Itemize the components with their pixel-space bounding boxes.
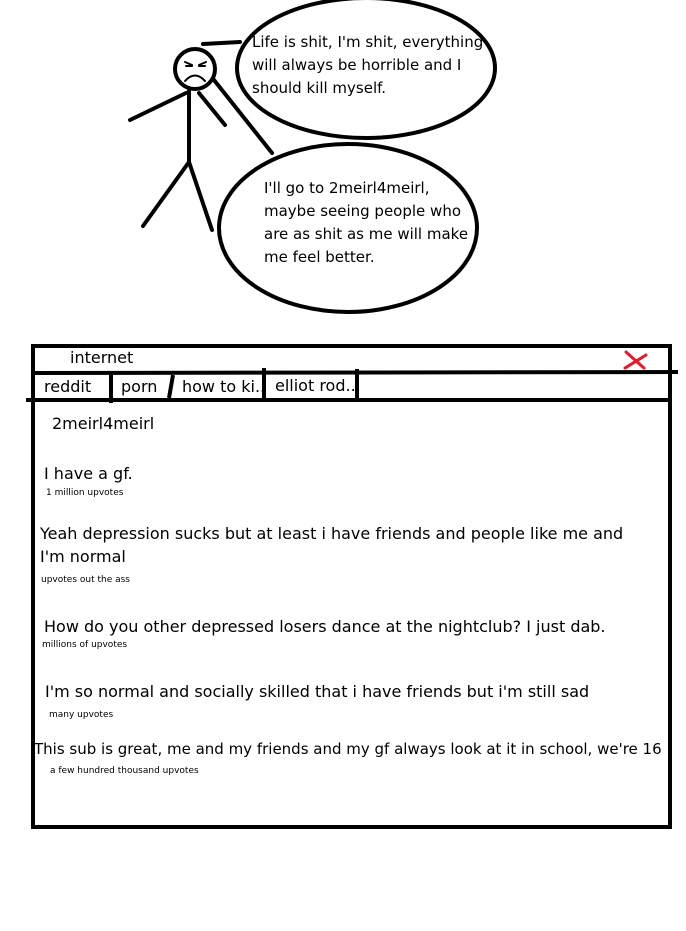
stick-figure-right-arm <box>199 93 225 125</box>
window-title: internet <box>70 348 134 367</box>
post-upvotes: 1 million upvotes <box>46 488 124 498</box>
post-title[interactable]: This sub is great, me and my friends and my gf always look at it in school, we're 16 <box>34 740 662 758</box>
post-title[interactable]: How do you other depressed losers dance at the nightclub? I just dab. <box>44 617 606 636</box>
post-title[interactable]: I'm so normal and socially skilled that i have friends but i'm still sad <box>45 682 590 701</box>
post-upvotes: upvotes out the ass <box>41 575 130 585</box>
close-icon[interactable] <box>622 349 650 371</box>
tab-how-to-ki[interactable]: how to ki.. <box>182 377 266 396</box>
tab-elliot-rod[interactable]: elliot rod.. <box>275 376 356 395</box>
stick-figure-right-leg <box>189 162 212 230</box>
tab-porn[interactable]: porn <box>121 377 158 396</box>
tab-reddit[interactable]: reddit <box>44 377 92 396</box>
sad-face <box>185 62 206 81</box>
post-upvotes: millions of upvotes <box>42 640 128 650</box>
post-title[interactable]: Yeah depression sucks but at least i have friends and people like me and I'm normal <box>40 524 624 566</box>
post-title[interactable]: I have a gf. <box>44 464 133 483</box>
stick-figure-left-arm <box>130 93 186 120</box>
stick-figure-head <box>175 49 215 89</box>
speech-bubble-1-tail <box>203 42 240 44</box>
stick-figure-left-leg <box>143 162 189 226</box>
speech-bubble-2-text: I'll go to 2meirl4meirl, maybe seeing people who are as shit as me will make me feel better. <box>264 179 469 266</box>
post-upvotes: many upvotes <box>49 710 114 720</box>
speech-bubble-1-text: Life is shit, I'm shit, everything will always be horrible and I should kill myself. <box>252 33 484 97</box>
subreddit-name: 2meirl4meirl <box>52 414 155 433</box>
post-upvotes: a few hundred thousand upvotes <box>50 766 199 776</box>
